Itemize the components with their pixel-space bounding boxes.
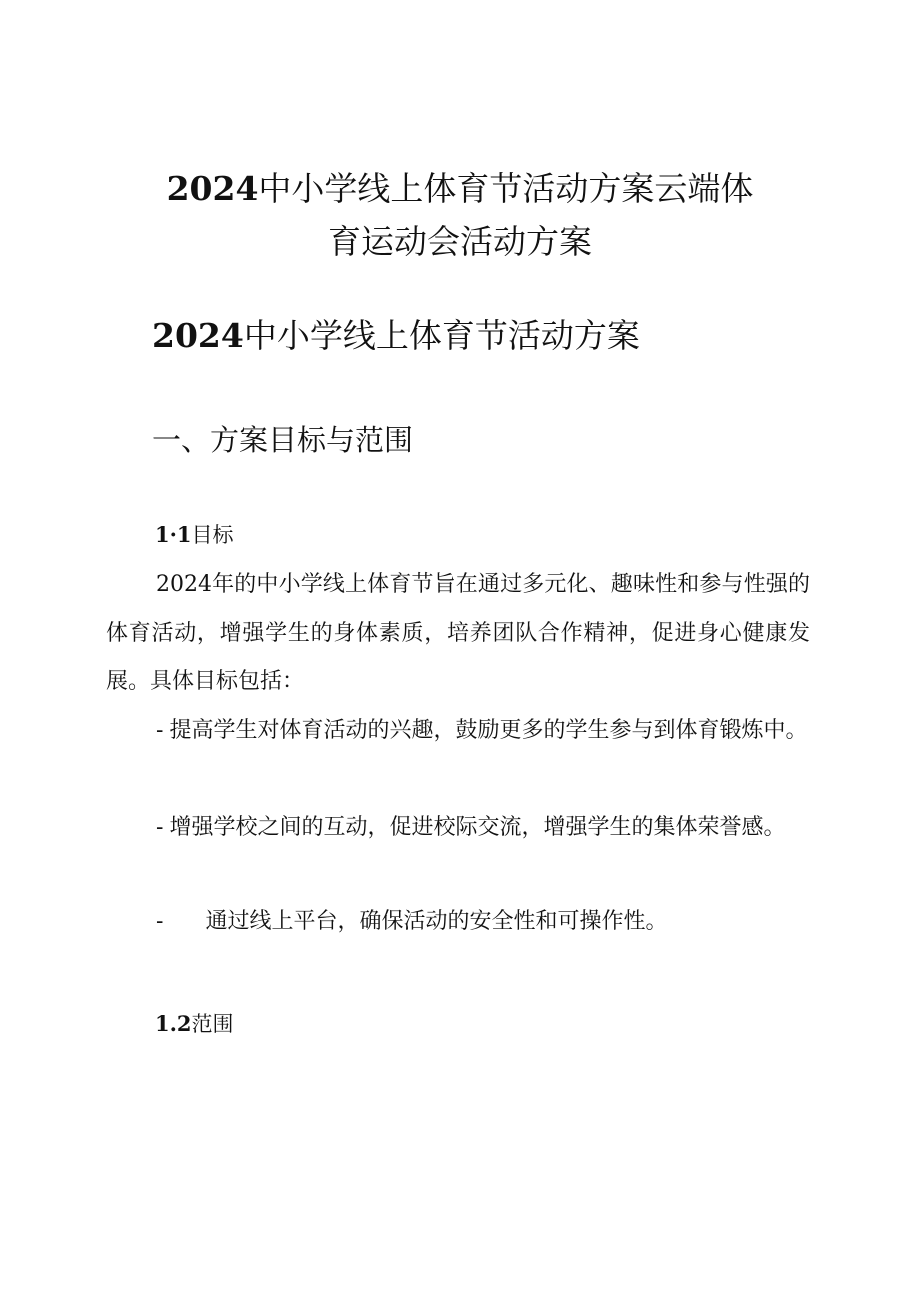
goal-bullet-2 (106, 804, 810, 853)
subsection-label: 范围 (191, 1012, 234, 1036)
subsection-heading-1-1 (155, 520, 234, 550)
subsection-label: 目标 (191, 523, 234, 547)
subsection-number: 1·1 (155, 522, 192, 547)
subsection-number: 1.2 (155, 1011, 192, 1036)
subtitle-year: 2024 (152, 316, 244, 355)
document-title-line-2: 育运动会活动方案 (328, 222, 592, 261)
bullet-text: 提高学生对体育活动的兴趣，鼓励更多的学生参与到体育锻炼中。 (169, 718, 808, 743)
document-subtitle (152, 314, 640, 358)
bullet-dash: - (156, 718, 164, 743)
section-heading-1: 一、方案目标与范围 (152, 423, 414, 457)
goal-paragraph: 2024年的中小学线上体育节旨在通过多元化、趣味性和参与性强的体育活动，增强学生的身体素质，培养团队合作精神，促进身心健康发展。具体目标包括： (106, 572, 810, 694)
bullet-dash: - (156, 909, 164, 934)
subsection-heading-1-2 (155, 1009, 234, 1039)
bullet-text: 增强学校之间的互动，促进校际交流，增强学生的集体荣誉感。 (169, 815, 786, 840)
bullet-text: 通过线上平台，确保活动的安全性和可操作性。 (205, 909, 668, 934)
document-title-line-1 (100, 167, 820, 211)
goal-bullet-1 (106, 707, 810, 756)
title-text: 中小学线上体育节活动方案云端体 (258, 169, 754, 208)
title-year: 2024 (166, 169, 259, 208)
goal-bullet-3 (106, 898, 810, 947)
bullet-dash: - (156, 815, 164, 840)
subtitle-text: 中小学线上体育节活动方案 (243, 316, 640, 355)
